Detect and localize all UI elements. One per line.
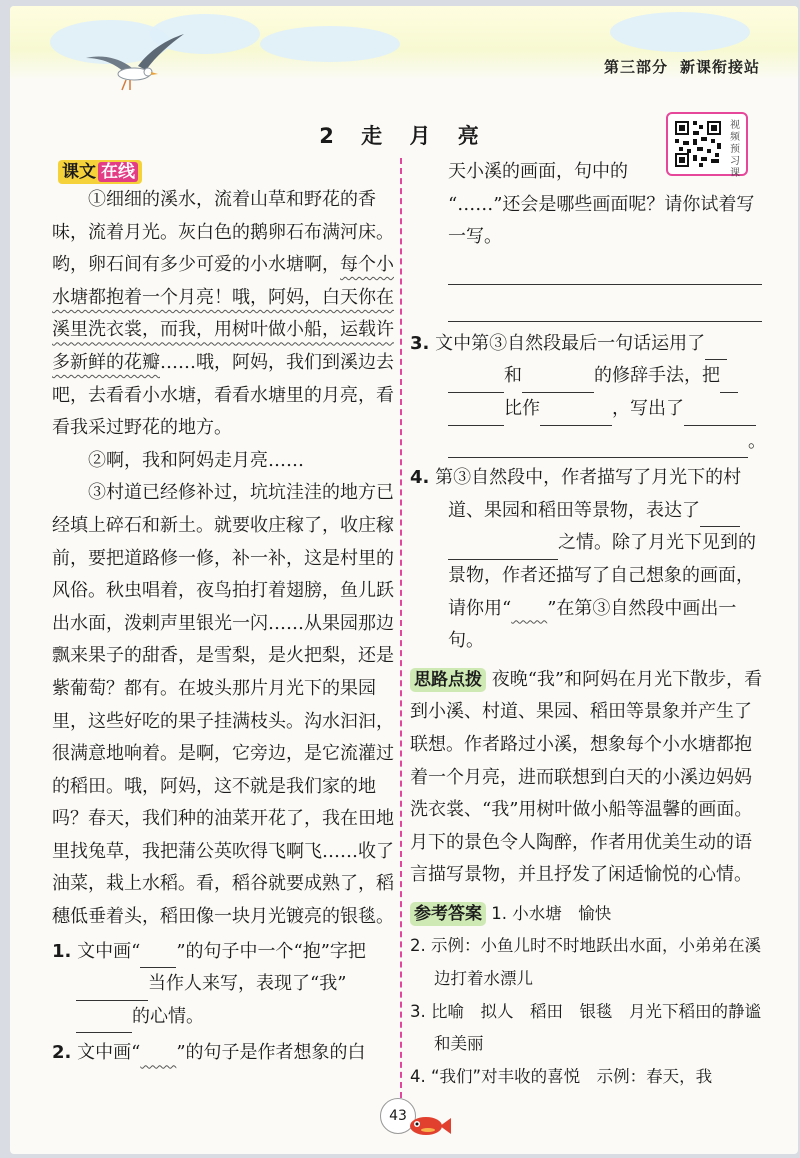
- textbook-page: [10, 6, 798, 1154]
- question-number: 1.: [52, 940, 72, 962]
- q1-text-c: 当作人来写，表现了“我”: [148, 973, 347, 995]
- q4-wavy-sample: [511, 598, 547, 619]
- kewen-badge-a: 课文: [62, 162, 96, 182]
- q3-answer-blank[interactable]: [448, 403, 504, 426]
- q3-text-e: ，写出了: [612, 397, 684, 419]
- q4-text-c: ”在第③自然段中画出一句。: [448, 597, 737, 652]
- lesson-title: 2 走 月 亮: [319, 124, 489, 148]
- question-2: [52, 1037, 394, 1070]
- q4-answer-blank[interactable]: [448, 537, 558, 560]
- q3-answer-blank[interactable]: [720, 370, 738, 393]
- silu-text: 夜晚“我”和阿妈在月光下散步，看到小溪、村道、果园、稻田等景象并产生了联想。作者路过小溪，想象每个小水塘都抱着一个月亮，进而联想到白天的小溪边妈妈洗衣裳、“我”用树叶做小船等温馨的画面。月下的景色令人陶醉，作者用优美生动的语言描写景物，并且抒发了闲适愉悦的心情。: [410, 668, 763, 886]
- q3-text-a: 文中第③自然段最后一句话运用了: [435, 332, 706, 354]
- q3-answer-blank[interactable]: [522, 370, 594, 393]
- answer-item: 3. 比喻 拟人 稻田 银毯 月光下稻田的静谧和美丽: [410, 1001, 761, 1054]
- question-number: 4.: [410, 467, 430, 489]
- q3-text-f: 。: [748, 430, 766, 452]
- q1-line-sample: [140, 945, 176, 968]
- answer-item: 4. “我们”对丰收的喜悦 示例：春天，我: [410, 1066, 713, 1086]
- cloud-decoration: [260, 26, 400, 62]
- q3-answer-blank[interactable]: [448, 435, 748, 458]
- q4-text-b: 之情。除了月光下见到的景物，作者还描写了自己想象的画面，请你用“: [448, 532, 756, 619]
- passage-paragraph: [52, 445, 394, 478]
- silu-badge: 思路点拨: [410, 668, 486, 692]
- q1-text-d: 的心情。: [132, 1005, 204, 1027]
- kewen-badge: [58, 160, 142, 184]
- answers-badge: 参考答案: [410, 902, 486, 926]
- passage-text: ②啊，我和阿妈走月亮……: [88, 449, 304, 471]
- q1-answer-blank[interactable]: [76, 1010, 132, 1033]
- q3-text-b: 和: [504, 365, 522, 387]
- question-number: 2.: [52, 1042, 72, 1064]
- passage-text: ①细细的溪水，流着山草和野花的香味，流着月光。灰白色的鹅卵石布满河床。哟，卵石间有多少可爱的小水塘啊，: [52, 189, 394, 276]
- q2-answer-line[interactable]: [448, 291, 762, 322]
- q2-text-a: 文中画“: [77, 1042, 141, 1064]
- cloud-decoration: [610, 12, 750, 52]
- q2-answer-line[interactable]: [448, 254, 762, 285]
- left-column: [52, 184, 394, 1070]
- part-label: 第三部分: [603, 58, 668, 76]
- seagull-icon: [80, 28, 190, 98]
- passage: [52, 184, 394, 934]
- passage-text: ③村道已经修补过，坑坑洼洼的地方已经填上碎石和新土。就要收庄稼了，收庄稼前，要把道路修一修，补一补，这是村里的风俗。秋虫唱着，夜鸟拍打着翅膀，鱼儿跃出水面，泼剌声里银光一闪……从果园那边飘来果子的甜香，是雪梨，是火把梨，还是紫葡萄？都有。在坡头那片月光下的果园里，这些好吃的果子挂满枝头。沟水汩汩，很满意地响着。是啊，它旁边，是它流灌过的稻田。哦，阿妈，这不就是我们家的地吗？春天，我们种的油菜开花了，我在田地里找兔草，我把蒲公英吹得飞啊飞……收了油菜，栽上水稻。看，稻谷就要成熟了，稻穗低垂着头，稻田像一块月光镀亮的银毯。: [52, 482, 394, 928]
- passage-text: ……哦，阿妈，我们到溪边去吧，去看看小水塘，看看水塘里的月亮，看看我采过野花的地方。: [52, 351, 394, 439]
- fish-submarine-icon: [406, 1112, 452, 1138]
- q3-text-d: 比作: [504, 397, 540, 419]
- q3-answer-blank[interactable]: [684, 403, 756, 426]
- kewen-badge-b: 在线: [98, 162, 138, 182]
- q2-wavy-sample: [140, 1042, 176, 1063]
- q2-text-c: 天小溪的画面，句中的: [448, 161, 628, 182]
- column-divider: [400, 158, 402, 1098]
- passage-paragraph: [52, 477, 394, 933]
- q3-text-c: 的修辞手法，把: [594, 365, 720, 387]
- answer-item: 1. 小水塘 愉快: [491, 903, 612, 923]
- question-4: [410, 462, 768, 658]
- silu-block: [410, 664, 768, 892]
- right-column: [410, 156, 768, 1093]
- question-1: [52, 936, 394, 1034]
- q4-text-a: 第③自然段中，作者描写了月光下的村道、果园和稻田等景物，表达了: [435, 467, 742, 521]
- answer-item: 2. 示例：小鱼儿时不时地跃出水面，小弟弟在溪边打着水漂儿: [410, 936, 761, 989]
- q1-text-a: 文中画“: [77, 940, 141, 962]
- answers-block: [410, 898, 768, 1094]
- q3-answer-blank[interactable]: [448, 370, 504, 393]
- passage-paragraph: [52, 184, 394, 445]
- qr-caption: 视频预习课: [730, 120, 740, 179]
- wavy-underlined-sentence: 每个小水塘都抱着一个月亮！哦，阿妈，白天你在溪里洗衣裳，而我，用树叶做小船，运载许多新鲜的花瓣: [52, 254, 394, 373]
- q1-text-b: ”的句子中一个“抱”字把: [176, 940, 366, 962]
- section-name: 新课衔接站: [679, 58, 760, 76]
- question-number: 3.: [410, 332, 430, 354]
- question-3: [410, 328, 768, 458]
- q3-answer-blank[interactable]: [705, 337, 727, 360]
- q2-text-b: ”的句子是作者想象的白: [176, 1042, 366, 1064]
- page-number: 43: [380, 1098, 416, 1134]
- q2-text-d: “……”还会是哪些画面呢？请你试着写一写。: [448, 193, 755, 248]
- q1-answer-blank[interactable]: [76, 978, 148, 1001]
- section-label: [592, 56, 760, 77]
- q3-answer-blank[interactable]: [540, 403, 612, 426]
- q4-answer-blank[interactable]: [700, 504, 740, 527]
